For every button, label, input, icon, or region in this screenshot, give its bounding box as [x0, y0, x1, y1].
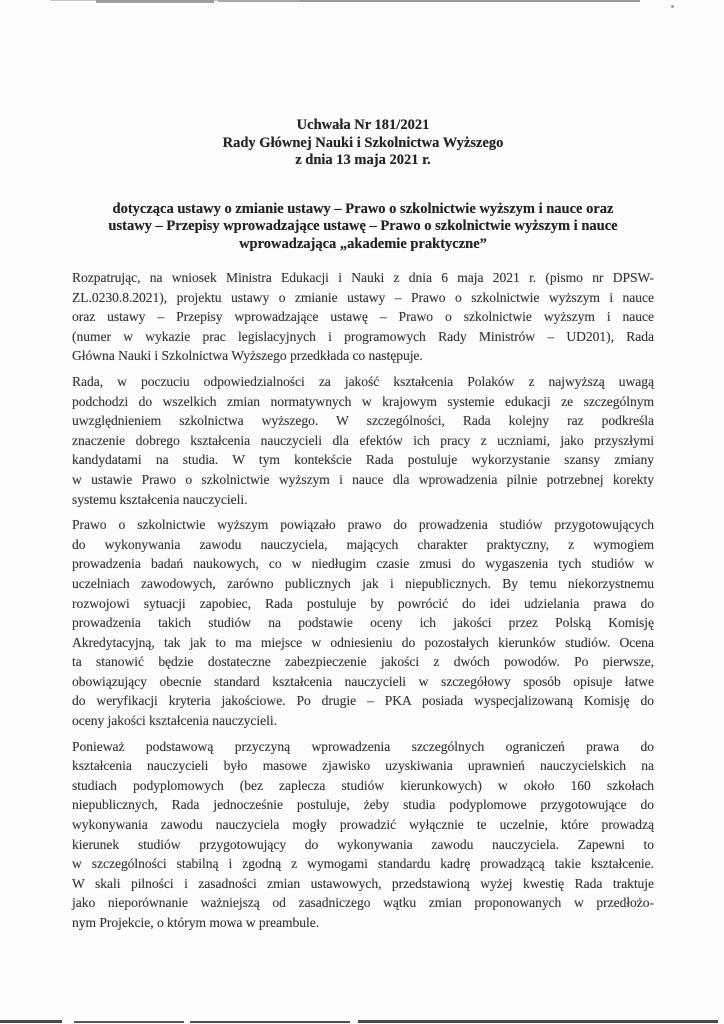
title-line: z dnia 13 maja 2021 r.: [295, 152, 431, 168]
text-line: oceny jakości kształcenia nauczycieli.: [72, 713, 277, 729]
paragraph: [72, 515, 654, 731]
title-line: Uchwała Nr 181/2021: [296, 117, 430, 133]
text-line: uczelniach zawodowych, zarówno publicznych jak i niepublicznych. By temu niekorzystnemu: [72, 575, 654, 591]
text-line: w ustawie Prawo o szkolnictwie wyższym i nauce dla wprowadzenia pilnie potrzebnej korekty: [72, 471, 654, 487]
text-line: Akredytacyjną, tak jak to ma miejsce w odniesieniu do pozostałych kierunków studiów. Ocena: [72, 634, 654, 650]
subject-line: ustawy – Przepisy wprowadzające ustawę – Prawo o szkolnictwie wyższym i nauce: [108, 218, 618, 234]
text-line: Rozpatrując, na wniosek Ministra Edukacji i Nauki z dnia 6 maja 2021 r. (pismo nr DPSW-: [72, 270, 654, 285]
subject-line: wprowadzająca „akademie praktyczne”: [239, 235, 487, 252]
text-line: prowadzenia badań naukowych, co w niedługim czasie zmusi do wygaszenia tych studiów w: [72, 556, 654, 572]
scan-artifact-bottom-edge-4: [358, 1020, 718, 1023]
text-line: w szczególności stabilną i zgodną z wymogami standardu kadrę prowadzącą takie kształcenie.: [72, 856, 654, 872]
text-line: prowadzenia takich studiów na podstawie oceny ich jakości przez Polską Komisję: [72, 615, 654, 631]
scan-artifact-top-smear: [50, 0, 640, 1]
text-line: podchodzi do wszelkich zmian normatywnych w krajowym systemie edukacji ze szczególnym: [72, 393, 654, 409]
document-title: [72, 117, 654, 170]
text-line: (numer w wykazie prac legislacyjnych i programowych Rady Ministrów – UD201), Rada: [72, 328, 654, 344]
scan-artifact-top-edge-1: [96, 0, 214, 3]
text-line: kształcenia nauczycieli było masowe zjawisko uzyskiwania uprawnień nauczycielskich na: [72, 758, 654, 774]
text-line: nym Projekcie, o którym mowa w preambule.: [72, 915, 320, 930]
text-line: studiach podyplomowych (bez zaplecza studiów kierunkowych) w około 160 szkołach: [72, 777, 654, 793]
subject-line: dotycząca ustawy o zmianie ustawy – Prawo o szkolnictwie wyższym i nauce oraz: [112, 200, 614, 217]
scan-artifact-speck: [671, 5, 674, 8]
text-line: ZL.0230.8.2021), projektu ustawy o zmianie ustawy – Prawo o szkolnictwie wyższym i nauce: [72, 289, 654, 305]
text-line: do weryfikacji kryteria jakościowe. Po drugie – PKA posiada wyspecjalizowaną Komisję do: [72, 693, 654, 709]
text-line: Główna Nauki i Szkolnictwa Wyższego przedkłada co następuje.: [72, 348, 423, 364]
text-line: uwzględnieniem szkolnictwa wyższego. W szczególności, Rada kolejny raz podkreśla: [72, 413, 654, 429]
document-subject: [72, 201, 654, 254]
scan-artifact-bottom-edge-1: [0, 1020, 62, 1023]
text-line: kierunek studiów przygotowujący do wykonywania zawodu nauczyciela. Zapewni to: [72, 836, 654, 852]
text-line: wykonywania zawodu nauczyciela mogły prowadzić wyłącznie te uczelnie, które prowadzą: [72, 817, 654, 833]
text-line: W skali pilności i zasadności zmian ustawowych, przedstawioną wyżej kwestię Rada traktuje: [72, 875, 654, 891]
text-line: systemu kształcenia nauczycieli.: [72, 491, 248, 507]
document-header: [72, 117, 654, 253]
scan-artifact-bottom-edge-3: [190, 1021, 350, 1023]
text-line: kandydatami na studia. W tym kontekście Rada postuluje wykorzystanie szansy zmiany: [72, 452, 654, 468]
text-line: rozwojowi sytuacji zapobiec, Rada postuluje by powrócić do idei udzielania prawa do: [72, 595, 654, 611]
paragraph: [72, 268, 654, 366]
text-line: do wykonywania zawodu nauczyciela, mających charakter praktyczny, z wymogiem: [72, 536, 654, 552]
scan-artifact-bottom-edge-2: [74, 1021, 184, 1023]
text-line: jako nieporównanie ważniejszą od zasadniczego wątku zmian proponowanych w przedłożo-: [72, 895, 654, 911]
text-line: oraz ustawy – Przepisy wprowadzające ustawę – Prawo o szkolnictwie wyższym i nauce: [72, 309, 654, 325]
paragraph: [72, 737, 654, 933]
scan-artifact-top-edge-3: [300, 0, 640, 2]
text-line: Ponieważ podstawową przyczyną wprowadzenia szczególnych ograniczeń prawa do: [72, 738, 654, 754]
text-line: obowiązujący obecnie standard kształcenia nauczycieli w szczegółowy sposób opisuje łatwe: [72, 673, 654, 689]
text-line: Prawo o szkolnictwie wyższym powiązało prawo do prowadzenia studiów przygotowujących: [72, 517, 654, 533]
document-content: [72, 117, 654, 939]
scan-artifact-top-edge-2: [218, 0, 306, 2]
document-body: [72, 268, 654, 933]
text-line: niepublicznych, Rada jednocześnie postuluje, żeby studia podyplomowe przygotowujące do: [72, 797, 654, 813]
paragraph: [72, 372, 654, 509]
text-line: znaczenie dobrego kształcenia nauczycieli dla efektów ich pracy z uczniami, jako przyszłymi: [72, 432, 654, 448]
text-line: ta stanowić będzie dostateczne zabezpieczenie jakości z dwóch powodów. Po pierwsze,: [72, 654, 654, 670]
text-line: Rada, w poczuciu odpowiedzialności za jakość kształcenia Polaków z najwyższą uwagą: [72, 373, 654, 389]
title-line: Rady Głównej Nauki i Szkolnictwa Wyższego: [222, 134, 504, 151]
